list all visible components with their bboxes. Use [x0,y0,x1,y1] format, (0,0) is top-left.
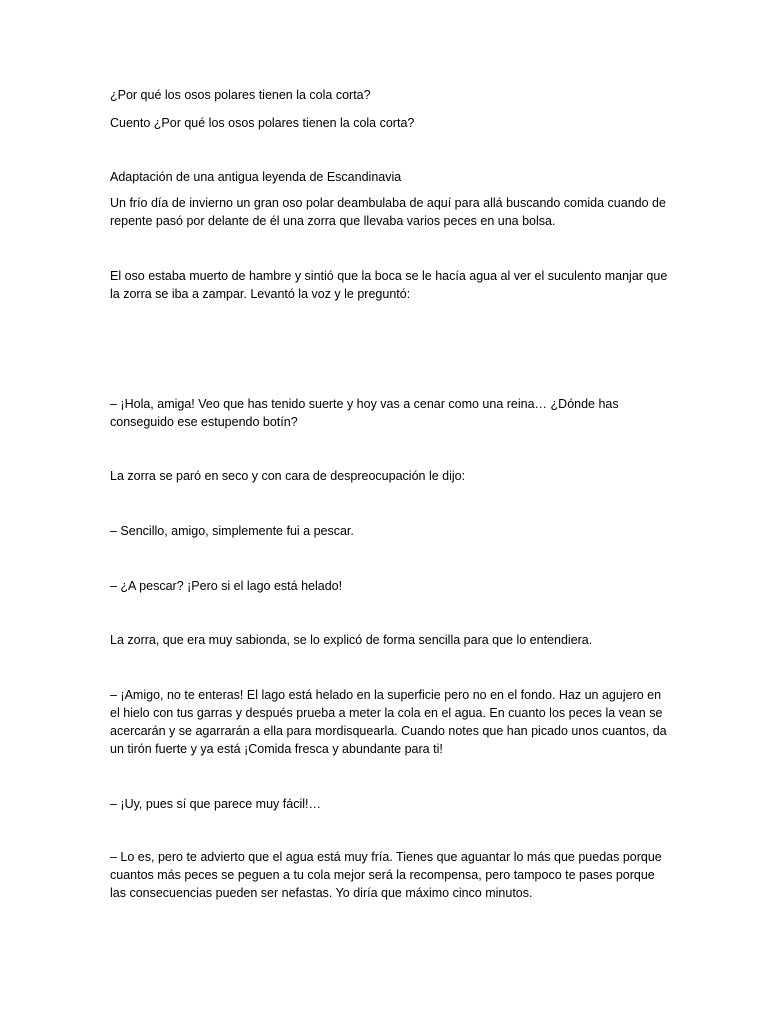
story-paragraph: El oso estaba muerto de hambre y sintió que la boca se le hacía agua al ver el suculento manjar que la zorra se iba a zampar. Levantó la voz y le preguntó: [110,269,668,301]
document-subtitle: Cuento ¿Por qué los osos polares tienen la cola corta? [110,116,415,130]
document-title: ¿Por qué los osos polares tienen la cola corta? [110,88,371,102]
dialogue-paragraph: – ¿A pescar? ¡Pero si el lago está helado! [110,579,343,593]
adaptation-note: Adaptación de una antigua leyenda de Escandinavia [110,170,402,184]
dialogue-paragraph: – Lo es, pero te advierto que el agua está muy fría. Tienes que aguantar lo más que puedas porque cuantos más peces se peguen a tu cola mejor será la recompensa, pero tampoco te pases porque las consecuencias pueden ser nefastas. Yo diría que máximo cinco minutos. [110,850,662,900]
dialogue-paragraph: – ¡Hola, amiga! Veo que has tenido suerte y hoy vas a cenar como una reina… ¿Dónde has conseguido ese estupendo botín? [110,397,619,429]
story-paragraph: La zorra, que era muy sabionda, se lo explicó de forma sencilla para que lo entendiera. [110,633,593,647]
dialogue-paragraph: – ¡Amigo, no te enteras! El lago está helado en la superficie pero no en el fondo. Haz un agujero en el hielo con tus garras y después prueba a meter la cola en el agua. En cuanto los peces la vean se acercarán y se agarrarán a ella para mordisquearla. Cuando notes que han picado unos cuantos, da un tirón fuerte y ya está ¡Comida fresca y abundante para ti! [110,688,667,756]
story-paragraph: Un frío día de invierno un gran oso polar deambulaba de aquí para allá buscando comida cuando de repente pasó por delante de él una zorra que llevaba varios peces en una bolsa. [110,196,666,228]
dialogue-paragraph: – ¡Uy, pues sí que parece muy fácil!… [110,797,321,811]
dialogue-paragraph: – Sencillo, amigo, simplemente fui a pescar. [110,524,354,538]
story-paragraph: La zorra se paró en seco y con cara de despreocupación le dijo: [110,469,466,483]
